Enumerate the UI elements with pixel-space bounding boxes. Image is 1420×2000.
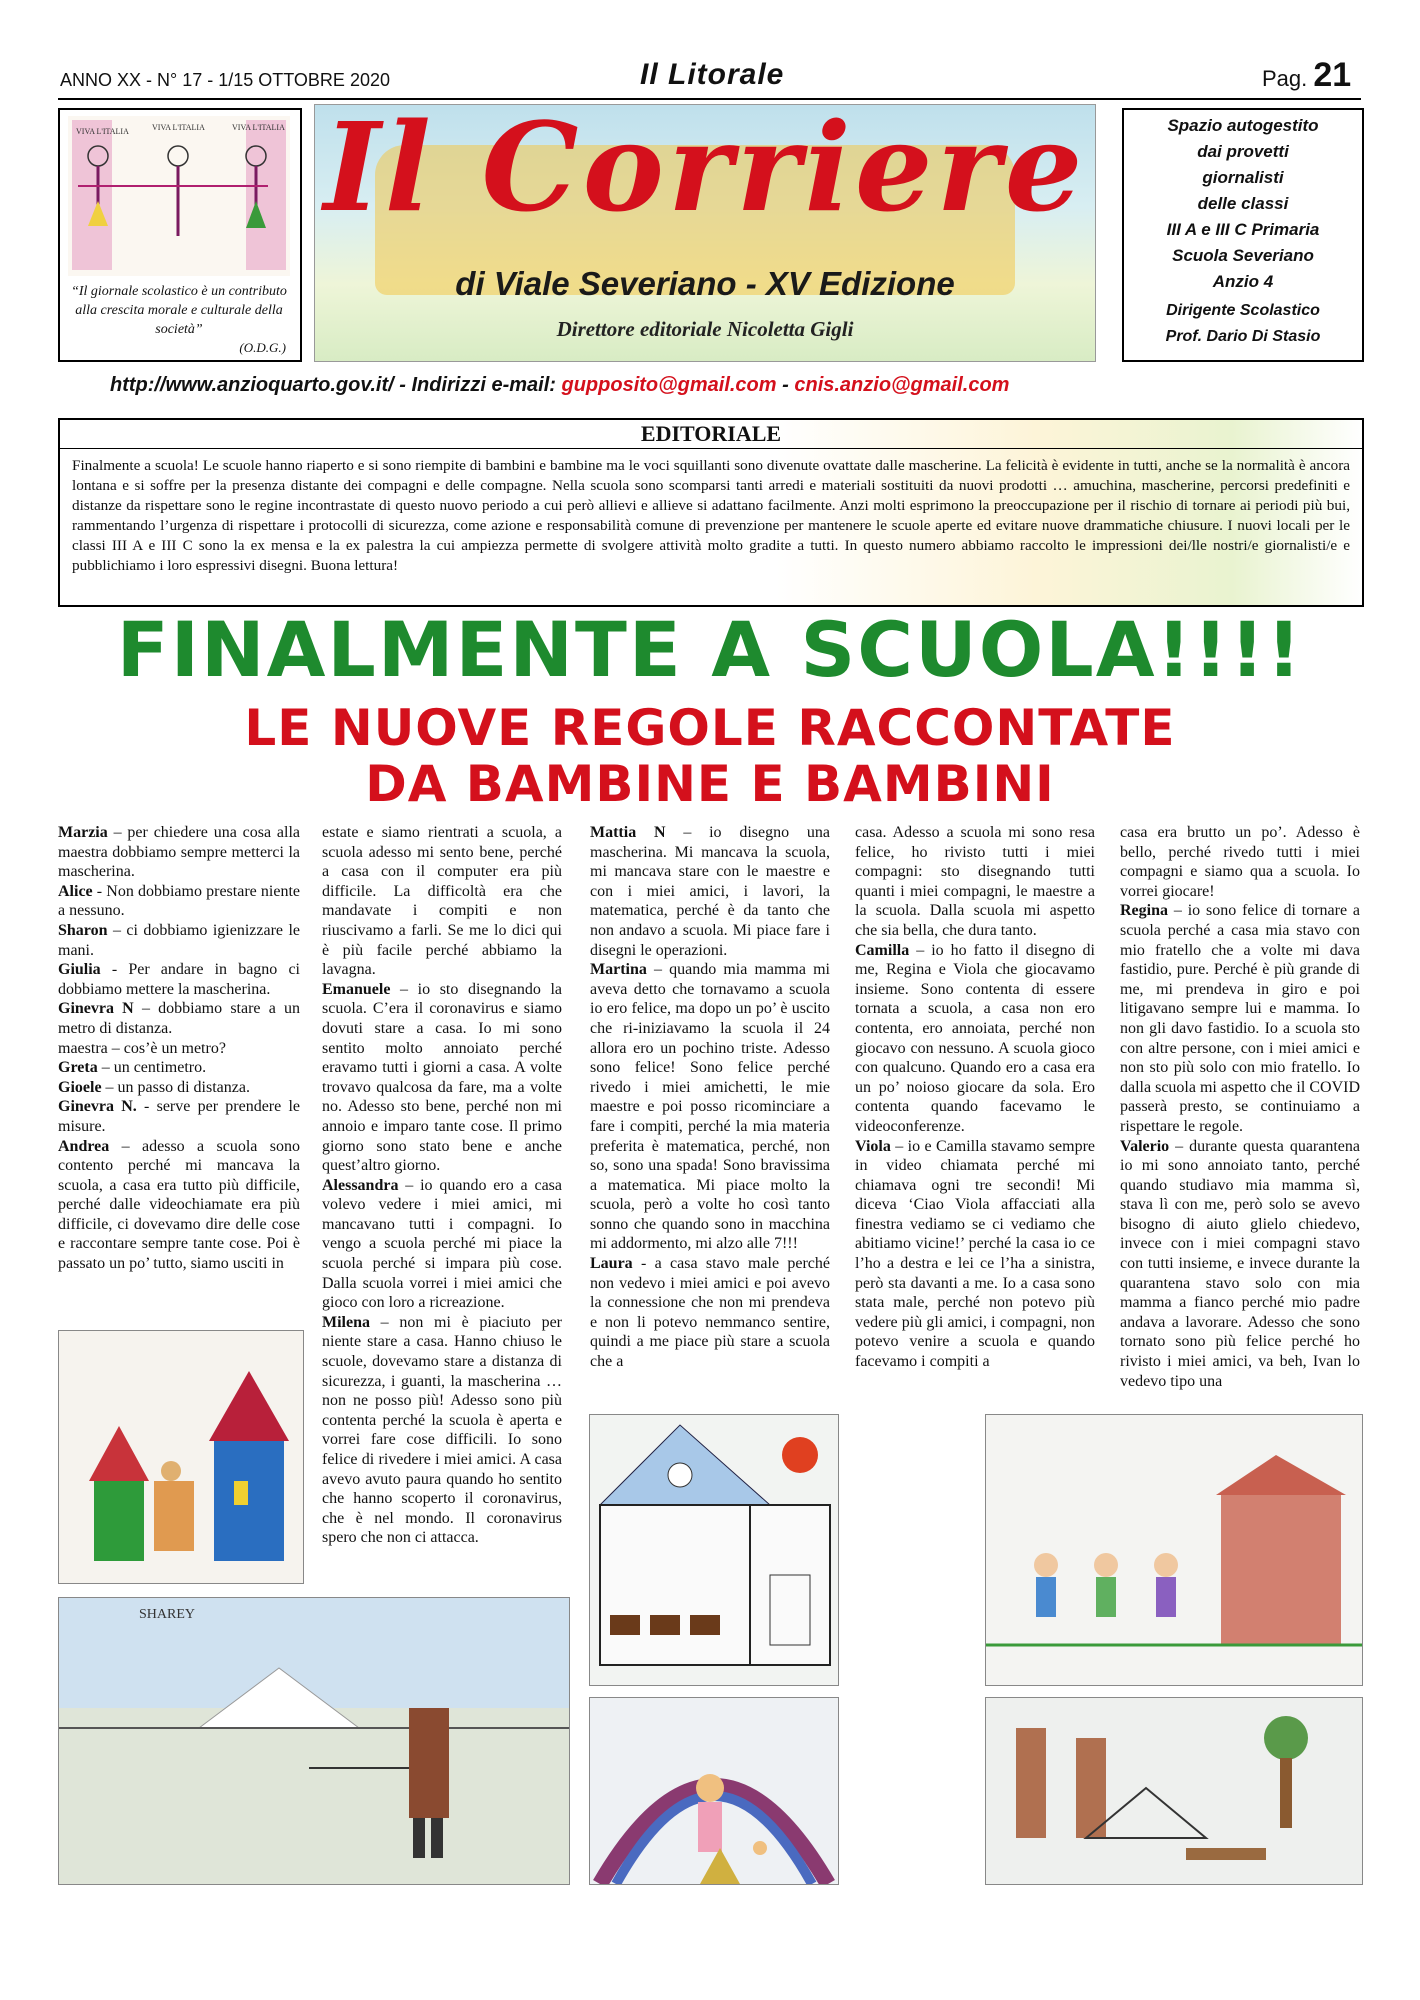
info-line: Prof. Dario Di Stasio — [1165, 328, 1321, 345]
student-name: Regina — [1120, 902, 1168, 920]
masthead-subtitle: di Viale Severiano - XV Edizione — [455, 265, 955, 302]
editorial-box — [58, 418, 1364, 607]
testimony-text: - serve per prendere le misure. — [58, 1098, 301, 1135]
info-line: Spazio autogestito — [1167, 116, 1319, 135]
testimony-text: – un centimetro. — [97, 1059, 207, 1077]
masthead-director: Direttore editoriale Nicoletta Gigli — [556, 317, 854, 341]
drawing-sharey-label: SHAREY — [139, 1607, 196, 1622]
student-name: Viola — [855, 1137, 891, 1155]
testimony-paragraph — [1120, 901, 1360, 1136]
student-name: Valerio — [1120, 1137, 1170, 1155]
student-name: Ginevra N. — [58, 1098, 137, 1116]
sub-headline-line-2: DA BAMBINE E BAMBINI — [365, 755, 1055, 813]
student-name: Marzia — [58, 824, 108, 841]
testimony-text: – io sto disegnando la scuola. C’era il coronavirus e siamo dovuti stare a casa. Io mi sono sentito molto annoiato perché eravamo tutti i giorni a casa. A volte trovavo qualcosa da fare, ma a volte no. Adesso sto bene, perché non mi annoio e imparo tante cose. Il primo giorno sono stato bene e anche quest’altro giorno. — [322, 980, 562, 1175]
student-name: Laura — [590, 1255, 633, 1273]
email-label: - Indirizzi e-mail: — [399, 374, 556, 396]
editorial-body: Finalmente a scuola! Le scuole hanno riaperto e si sono riempite di bambini e bambine ma le voci squillanti sono divenute ovattate dalle mascherine. La felicità è evidente in tutti, anche se la normalità è ancora lontana e si soffre per la presenza distante dei compagni e delle compagne. Nella scuola sono scomparsi tanti arredi e materiali sostituiti da nuovi prodotti … amuchina, mascherine, percorsi predefiniti e distanze da rispettare sono le regine incontrastate di questo nuovo periodo a cui però allievi e allieve si adattano facilmente. Anzi molti esprimono la preoccupazione per il rischio di tornare ai periodi più bui, rammentando l’urgenza di rispettare i protocolli di sicurezza, come azione e responsabilità comune di prevenzione per mantenere le scuole aperte ed evitare nuove drammatiche chiusure. I nuovi locali per le classi III A e III C sono la ex mensa e la ex palestra la cui ampiezza permette di svolgere attività molto gradite a tutti. In questo numero abbiamo raccolto le impressioni dei/lle nostri/e giornalisti/e e pubblichiamo i loro espressivi disegni. Buona lettura! — [72, 457, 1350, 574]
testimony-text: – non mi è piaciuto per niente stare a casa. Hanno chiuso le scuole, dovevamo stare a distanza di sicurezza, i guanti, la mascherina … non ne posso più! Adesso sono più contenta perché la scuola è aperta e vorrei fare cose difficili. Io sono felice di rivedere i miei amici. A casa avevo avuto paura quando ho sentito che hanno scoperto il coronavirus, che è nel mondo. Il coronavirus spero che non ci attacca. — [322, 1313, 562, 1547]
text-column-1 — [58, 823, 300, 1274]
motto-quote: “Il giornale scolastico è un contributo alla crescita morale e culturale della società” — [71, 284, 287, 337]
motto-source: (O.D.G.) — [239, 340, 286, 355]
student-name: Emanuele — [322, 980, 391, 998]
student-name: Giulia — [58, 961, 101, 979]
motto-drawing-label-2: VIVA L'ITALIA — [152, 123, 205, 132]
website-link[interactable]: http://www.anzioquarto.gov.it/ — [110, 374, 394, 396]
testimony-text: – adesso a scuola sono contento perché mi mancava la scuola, a casa era tutto più difficile, perché dalle videochiamate era più difficile, ci dovevamo dire delle cose e raccontare sempre tante cose. Poi è passato un po’ tutto, siamo usciti in — [58, 1137, 300, 1273]
testimony-paragraph — [58, 882, 300, 921]
text-column-4 — [855, 823, 1095, 1372]
testimony-text: – ci dobbiamo igienizzare le mani. — [58, 921, 300, 959]
editorial-heading: EDITORIALE — [60, 420, 1362, 449]
testimony-text: – per chiedere una cosa alla maestra dobbiamo sempre metterci la mascherina. — [58, 824, 300, 881]
testimony-text: - a casa stavo male perché non vedevo i miei amici e poi avevo la connessione che non mi prendeva e non li potevo nemmanco sentire, quindi a me piace più stare a scuola che a — [590, 1255, 830, 1371]
testimony-paragraph — [322, 1176, 562, 1313]
info-line: III A e III C Primaria — [1166, 220, 1320, 239]
testimony-paragraph — [590, 1254, 830, 1372]
contacts-line — [110, 374, 1360, 397]
student-name: Sharon — [58, 921, 108, 939]
testimony-paragraph — [1120, 823, 1360, 901]
testimony-text: casa. Adesso a scuola mi sono resa felice, ho rivisto tutti i miei compagni: sto disegnando tutti quanti i miei compagni, le maestre a la scuola. Dalla scuola mi aspetto che sia bella, che dura tanto. — [855, 824, 1095, 939]
student-name: Camilla — [855, 941, 910, 959]
top-rule — [58, 98, 1361, 100]
student-name: Gioele — [58, 1078, 102, 1096]
testimony-paragraph — [58, 1058, 300, 1078]
student-name: Alessandra — [322, 1176, 399, 1194]
motto-drawing-label-1: VIVA L'ITALIA — [76, 127, 129, 136]
testimony-paragraph — [58, 921, 300, 960]
paper-name: Il Litorale — [640, 58, 785, 91]
testimony-paragraph — [58, 999, 300, 1038]
testimony-paragraph — [1120, 1137, 1360, 1392]
text-column-2 — [322, 823, 562, 1548]
issue-line: ANNO XX - N° 17 - 1/15 OTTOBRE 2020 — [60, 70, 390, 90]
testimony-text: – durante questa quarantena io mi sono annoiato tanto, perché quando studiavo mia mamma sì, stava lì con me, però solo se avevo bisogno di aiuto glielo chiedevo, invece con i miei compagni stavo con tutti insieme, e invece durante la quarantena stavo solo con mia mamma a fianco perché mio padre andava a lavorare. Adesso che sono tornato sono più felice perché ho rivisto i miei amici, va beh, Ivan lo vedevo tipo una — [1120, 1137, 1360, 1390]
info-line: Anzio 4 — [1212, 272, 1274, 291]
student-name: Mattia N — [590, 824, 666, 841]
info-line: giornalisti — [1202, 168, 1284, 187]
testimony-text: maestra – cos’è un metro? — [58, 1039, 226, 1057]
drawing-playground — [985, 1697, 1363, 1885]
info-line: Dirigente Scolastico — [1166, 302, 1320, 319]
testimony-paragraph — [58, 1078, 300, 1098]
testimony-paragraph — [855, 941, 1095, 1137]
text-column-5 — [1120, 823, 1360, 1391]
drawing-children-house — [985, 1414, 1363, 1686]
info-line: delle classi — [1197, 194, 1289, 213]
testimony-paragraph — [58, 1097, 300, 1136]
drawing-houses — [58, 1330, 304, 1584]
testimony-paragraph — [590, 960, 830, 1254]
testimony-text: – io disegno una mascherina. Mi mancava la scuola, mi mancava stare con le maestre e con i miei amici, i lavori, la matematica, perché è da tanto che non andavo a scuola. Mi piace fare i disegni le operazioni. — [590, 824, 830, 959]
testimony-paragraph — [322, 1313, 562, 1548]
main-headline: FINALMENTE A SCUOLA!!!! — [116, 605, 1304, 694]
page-prefix: Pag. — [1262, 66, 1308, 91]
info-line: Scuola Severiano — [1172, 246, 1314, 265]
drawing-rainbow-girl — [589, 1697, 839, 1885]
testimony-paragraph — [590, 823, 830, 960]
student-name: Andrea — [58, 1137, 110, 1155]
email-link-2[interactable]: cnis.anzio@gmail.com — [794, 374, 1010, 396]
student-name: Alice — [58, 882, 93, 900]
motto-box — [58, 108, 302, 362]
testimony-paragraph — [855, 823, 1095, 941]
testimony-text: – io e Camilla stavamo sempre in video chiamata perché mi chiamava ogni tre secondi! Mi diceva ‘Ciao Viola affacciati alla finestra vediamo se ci vediamo che abitiamo vicine!’ perché la casa io ce l’ho a destra e lei ce l’ha a sinistra, però sta davanti a me. Io a casa sono stata male, perché non potevo più vedere più gli amici, i compagni, non potevo venire a scuola e quando facevamo i compiti a — [855, 1137, 1095, 1371]
drawing-school-building — [589, 1414, 839, 1686]
motto-drawing — [68, 116, 290, 276]
testimony-paragraph — [855, 1137, 1095, 1372]
testimony-paragraph — [58, 823, 300, 882]
email-link-1[interactable]: gupposito@gmail.com — [561, 374, 777, 396]
email-separator: - — [782, 374, 789, 396]
page-number — [1262, 56, 1351, 95]
drawing-sharey-mountain — [58, 1597, 570, 1885]
testimony-text: - Non dobbiamo prestare niente a nessuno. — [58, 882, 300, 920]
testimony-text: – io quando ero a casa volevo vedere i miei amici, mi mancavano tutti i compagni. Io vengo a scuola perché mi piace la scuola perché si impara più cose. Dalla scuola vorrei i miei amici che gioco con loro a ricreazione. — [322, 1176, 562, 1312]
testimony-text: - Per andare in bagno ci dobbiamo mettere la mascherina. — [58, 961, 300, 998]
sub-headline-line-1: LE NUOVE REGOLE RACCONTATE — [244, 699, 1176, 757]
masthead-title: Il Corriere — [323, 104, 1087, 239]
text-column-3 — [590, 823, 830, 1372]
motto-drawing-label-3: VIVA L'ITALIA — [232, 123, 285, 132]
info-line: dai provetti — [1197, 142, 1289, 161]
testimony-text: – io ho fatto il disegno di me, Regina e Viola che giocavamo insieme. Sono contenta di essere tornata a scuola, a casa non ero contenta, ero annoiata, perché non giocavo con nessuno. A scuola gioco con qualcuno. Quando ero a casa era un po’ noioso giocare da sola. Ero contenta quando facevamo le videoconferenze. — [855, 941, 1095, 1135]
testimony-text: – dobbiamo stare a un metro di distanza. — [58, 1000, 301, 1037]
student-name: Martina — [590, 961, 647, 979]
testimony-text: – io sono felice di tornare a scuola perché a casa mia stavo con mio fratello che a volte mi dava fastidio, pure. Perché è più grande di me, mi prendeva in giro e poi litigavano sempre lui e mamma. Io non gli davo fastidio. Io a scuola sto con altre persone, con i miei amici e non sto più solo con mio fratello. Io dalla scuola mi aspetto che il COVID passerà presto, se continuiamo a rispettare le regole. — [1120, 902, 1360, 1135]
testimony-paragraph — [322, 823, 562, 980]
masthead — [314, 104, 1096, 362]
testimony-text: casa era brutto un po’. Adesso è bello, perché rivedo tutti i miei compagni e siamo qua a scuola. Io vorrei giocare! — [1120, 824, 1360, 900]
testimony-paragraph — [58, 960, 300, 999]
testimony-paragraph — [58, 1137, 300, 1274]
testimony-paragraph — [58, 1039, 300, 1059]
sub-headline — [0, 700, 1420, 812]
student-name: Milena — [322, 1313, 370, 1331]
testimony-text: – quando mia mamma mi aveva detto che tornavamo a scuola io ero felice, ma dopo un po’ è uscito che ri-iniziavamo la scuola il 24 allora ero un pochino triste. Adesso sono felice! Sono felice perché rivedo i miei amichetti, le mie maestre e poi posso ricominciare a fare i compiti, perché la mia materia preferita è matematica, perché, non so, sono una spada! Sono bravissima a matematica. Mi piace molto la scuola, però a volte ho così tanto sonno che quando sono in macchina mi addormento, mi alzo alle 7!!! — [590, 961, 830, 1253]
testimony-paragraph — [322, 980, 562, 1176]
info-box — [1122, 108, 1364, 362]
student-name: Greta — [58, 1059, 98, 1077]
page-number-value: 21 — [1313, 56, 1352, 94]
testimony-text: – un passo di distanza. — [101, 1078, 250, 1096]
student-name: Ginevra N — [58, 1000, 134, 1018]
testimony-text: estate e siamo rientrati a scuola, a scuola adesso mi sento bene, perché a casa con il computer era più difficile. La difficoltà era che mandavate i compiti e non riuscivamo a farli. Se me lo dici qui è più facile perché abbiamo la lavagna. — [322, 824, 562, 979]
